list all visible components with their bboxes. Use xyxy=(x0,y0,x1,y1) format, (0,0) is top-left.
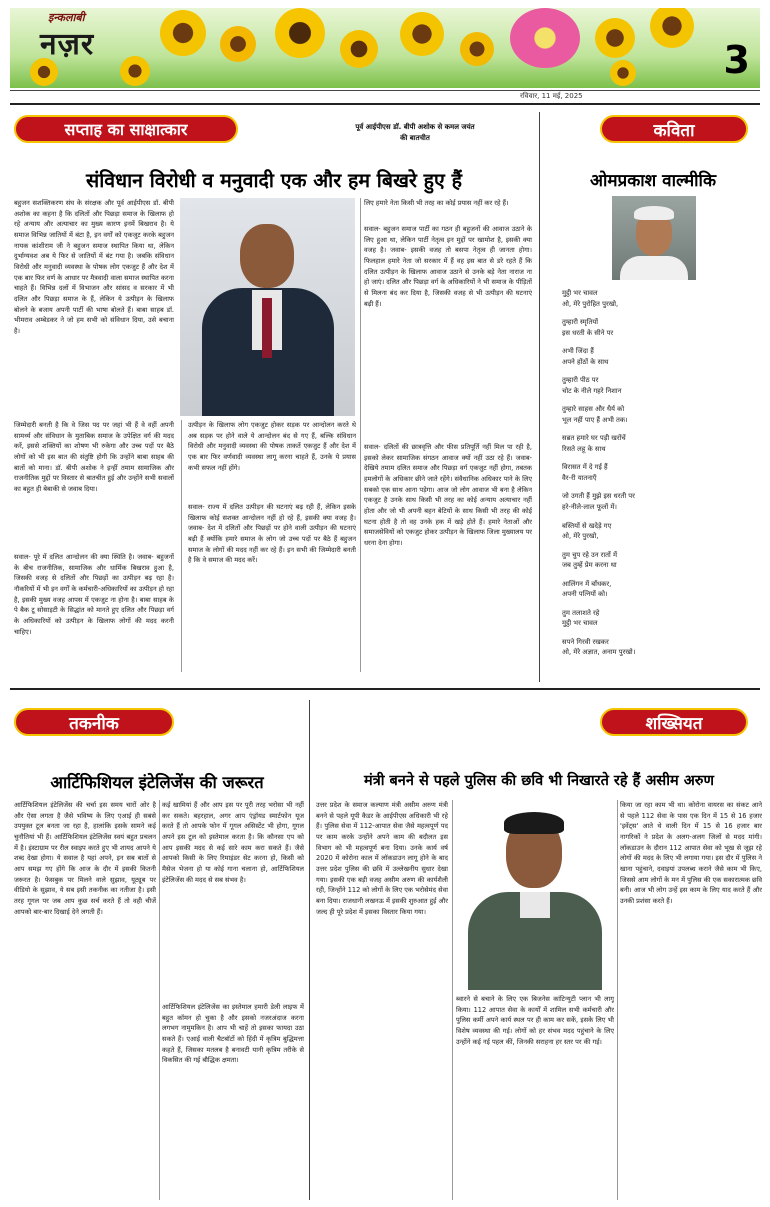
person-tie xyxy=(262,298,272,358)
column-rule xyxy=(309,700,310,1200)
flower-decoration xyxy=(650,8,694,48)
tech-col2b: आर्टिफिशियल इंटेलिजेंस का इस्तेमाल हमारी डेली लाइफ में बहुत कॉमन हो चुका है और इसको नजरअंदाज करना लगभग नामुमकिन है। आप भी चाहें तो इसका फायदा उठा सकते हैं। एआई वाली चैटबॉटों को हिंदी में कृत्रिम बुद्धिमत्ता कहते हैं, जिसका मतलब है बनावटी यानी कृत्रिम तरीके से विकसित की गई बौद्धिक क्षमता। xyxy=(162,1003,304,1065)
interview-col2: उत्पीड़न के खिलाफ लोग एकजुट होकर सड़क पर आन्दोलन करते थे अब सड़क पर होने वाले ये आन्दोलन बंद से गए हैं, बल्कि संविधान विरोधी और मनुवादी व्यवस्था की पोषक ताकतें एकजुट हैं और देश में एक बार फिर वर्णवादी व्यवस्था लागू करना चाहते हैं, उनके ये प्रयास कभी सफल नहीं होंगे। xyxy=(188,421,356,472)
interview-byline xyxy=(300,122,530,143)
person-head xyxy=(240,224,294,288)
poem-stanza: अभी जिंदा हैं अपने होंठों के साथ xyxy=(562,347,609,366)
masthead xyxy=(10,8,760,88)
flower-decoration xyxy=(275,8,325,58)
poem-stanza: तुम्हारी स्मृतियों इस धरती के सीने पर xyxy=(562,318,614,337)
profile-col1: उत्तर प्रदेश के समाज कल्याण मंत्री असीम अरुण मंत्री बनने से पहले यूपी कैडर के आईपीएस अधिकारी भी रहे हैं। पुलिस सेवा में 112-आपात सेवा जैसे महत्वपूर्ण पद पर काम करके उन्होंने अपने काम की बदौलत इस विभाग को भी महत्वपूर्ण बना दिया। उनके कार्य वर्ष 2020 में कोरोना काल में लॉकडाउन लागू होने के बाद उत्तर प्रदेश पुलिस की छवि में उल्लेखनीय सुधार देखा गया। इसकी एक बड़ी वजह असीम अरुण की कार्यशैली रही, जिन्होंने 112 को लोगों के लिए एक भरोसेमंद सेवा बना दिया। राजधानी लखनऊ में इसकी शुरुआत हुई और जल्द ही पूरे प्रदेश में इसका विस्तार किया गया। xyxy=(316,801,448,916)
poet-name: ओमप्रकाश वाल्मीकि xyxy=(589,171,717,191)
flower-decoration xyxy=(460,32,494,66)
poem-stanza: मुट्ठी भर चावल ओ, मेरे पुरोहित पुरखो, xyxy=(562,289,619,308)
interview-col3c: सवाल- दलितों की छात्रवृत्ति और फीस प्रतिपूर्ति नहीं मिल पा रही है, इसको लेकर सामाजिक संगठन आवाज क्यों नहीं उठा रहे हैं। जवाब- देखिये तमाम दलित समाज और पिछड़ा वर्ग एकजुट नहीं होगा, तबतक हमलोगों के अधिकार छीने जाते रहेंगे। संवैधानिक अधिकार पाने के लिए सबको एक साथ आना पड़ेगा। आज जो लोग आवाज भी बना है लेकिन एकजुट है उनके साथ किसी भी तरह का कोई अन्याय अत्याचार नहीं होता और जो भी अपनी बहन बेटियों के साथ किसी भी तरह की कोई घटना होती है तो वह उनके हक में खड़े होते हैं। हमारे नेताओं और समाजसेवियों को एकजुट होकर उत्पीड़न के खिलाफ जिला मुख्यालय पर धरना देना होगा। xyxy=(364,443,532,548)
poet-shoulders xyxy=(620,256,688,280)
section-label-tech: तकनीक xyxy=(14,708,174,736)
interview-col1c: सवाल- पूरे में दलित आन्दोलन की क्या स्थिति है। जवाब- बहुजनों के बीच राजनीतिक, सामाजिक और धार्मिक बिखराव हुआ है, जिसकी वजह से दलितों और पिछड़ों का उत्पीड़न बढ़ रहा है। नौकरियों में भी इन वर्गों के कर्मचारी-अधिकारियों का उत्पीड़न हो रहा है, इसकी मुख्य वजह आपस में एकजुट ना होना है। बाबा साहब के पे बैक टू सोसाइटी के सिद्धांत को मानते हुए दलित और पिछड़ा वर्ग के अधिकारियों को उत्पीड़न के खिलाफ लोगों की मदद करनी चाहिए। xyxy=(14,553,174,636)
section-label-poem: कविता xyxy=(600,115,748,143)
interview-col1: बहुजन सशक्तिकरण संघ के संरक्षक और पूर्व आईपीएस डॉ. बीपी अशोक का कहना है कि दलितों और पिछड़ा समाज के खिलाफ हो रहे अन्याय और अत्याचार का मुख्य कारण इनमें बिखराव है। ये समाज विभिन्न जातियों में बंटा है, इन वर्गों को एकजुट करके बहुजन नायक कांशीराम जी ने बहुजन समाज स्थापित किया था, लेकिन दुर्भाग्यवश अब ये फिर से जातियों में बंट गया है। जबकि संविधान विरोधी और मनुवादी व्यवस्था के पोषक लोग एकजुट हैं और देश में एक बार फिर वर्ण के आधार पर मैत्रवादी वाला समाज स्थापित करना चाहते हैं। विभिन्न दलों में विभाजन और सांसद व सरकार में भी दलित और पिछड़ा समाज के हैं, लेकिन ये उत्पीड़न के खिलाफ बोलने के बजाय अपनी पार्टी की भाषा बोलते हैं। बाबा साहब डॉ. भीमराव अम्बेडकर ने जो हम सभी को संविधान दिया, उसे बचाना है। xyxy=(14,199,174,336)
dateline-rule xyxy=(10,103,760,105)
poem-stanza: तुम तलाशते रहे मुट्ठी भर चावल xyxy=(562,608,600,628)
poem-stanza: सब्रत हमारे घर पड़ी खरोंचें रिसते लहू के साथ xyxy=(562,434,626,453)
page-number: 3 xyxy=(723,38,750,82)
interview-col1b: जिम्मेदारी बनती है कि वे जिस पद पर जहां भी हैं वे वहीं अपनी सामर्थ्य और संविधान के मुताबिक समाज के उपेक्षित वर्ग की मदद करें, इससे शक्तियों का शोषण भी रुकेगा और उच्च पदों पर बैठे लोगों को भी इस बात की संतुष्टि होगी कि उन्होंने बाबा साहब की बातों को माना। डॉ. बीपी अशोक ने इन्हीं तमाम सामाजिक और राजनीतिक मुद्दों पर विस्तार से बातचीत हुई और उन्होंने सभी सवालों का बहुत ही बेबाकी से जवाब दिया। xyxy=(14,421,174,494)
interview-photo xyxy=(180,198,355,416)
column-rule xyxy=(159,800,160,1200)
masthead-rule xyxy=(10,90,760,91)
flower-decoration xyxy=(610,60,636,86)
column-rule xyxy=(181,420,182,672)
column-rule xyxy=(617,800,618,1200)
tech-headline: आर्टिफिशियल इंटेलिजेंस की जरूरत xyxy=(50,773,264,792)
interview-headline: संविधान विरोधी व मनुवादी एक और हम बिखरे हुए हैं xyxy=(86,169,462,192)
column-rule xyxy=(452,800,453,1200)
poem-stanza: सपने गिरवी रखकर ओ, मेरे अज्ञात, अनाम पुरखो। xyxy=(562,637,636,657)
profile-col2: ब्वारने से बचाने के लिए एक बिजनेस कांटिन्युटी प्लान भी लागू किया। 112 आपात सेवा के कार्यों में शामिल सभी कर्मचारी और पुलिस कर्मी अपने कार्य स्थल पर ही काम कर सकें, इसके लिए भी विशेष व्यवस्था की गई। लोगों को हर संभव मदद पहुंचाने के लिए उन्होंने कई नई पहल कीं, जिनकी सराहना हर स्तर पर की गई। xyxy=(456,995,614,1046)
poem-stanza: तुम्हारे साहस और धैर्य को भूल नहीं पाए हैं अभी तक। xyxy=(562,405,628,424)
flower-decoration xyxy=(400,12,444,56)
column-rule xyxy=(539,112,540,682)
poem-stanza: बस्तियों से खदेड़े गए ओ, मेरे पुरखो, xyxy=(562,521,612,541)
poet-photo xyxy=(612,196,696,280)
poem-stanza: तुम चुप रहे उन रातों में जब तुम्हें प्रेम करना था xyxy=(562,550,618,570)
profile-hair xyxy=(504,812,564,834)
poet-hair xyxy=(634,206,674,220)
column-rule xyxy=(360,198,361,672)
interview-col2b: सवाल- राज्य में दलित उत्पीड़न की घटनाएं बढ़ रही हैं, लेकिन इसके खिलाफ कोई सशक्त आन्दोलन नहीं हो रहे हैं, इसकी क्या वजह है। जवाब- देश में दलितों और पिछड़ों पर होने वाली उत्पीड़न की घटनाएं बढ़ी हैं क्योंकि हमारे समाज के लोग जो उच्च पदों पर बैठे हैं बहुजन समाज के लोगों की मदद नहीं कर रहे हैं। इन सभी की जिम्मेदारी बनती है कि वे समाज की मदद करें। xyxy=(188,503,356,565)
poem-stanza: आलिंगन में बाँधकर, अपनी पत्नियों को। xyxy=(562,579,612,599)
byline-line1: पूर्व आईपीएस डॉ. बीपी अशोक से कमल जयंत xyxy=(355,123,475,131)
poem-body xyxy=(562,288,752,678)
profile-col3: किया जा रहा काम भी था। कोरोना वायरस का संकट आने से पहले 112 सेवा के पास एक दिन में 15 से 16 हजार 'इवेंट्स' आते थे वाली दिन में 15 से 16 हजार बार नागरिकों ने प्रदेश के अलग-अलग जिलों से मदद मांगी। लॉकडाउन के दौरान 112 आपात सेवा को भूख से जूझ रहे लोगों की मदद के लिए भी लगाया गया। इस दौर में पुलिस ने खाना पहुंचाने, दवाइयां उपलब्ध कराने जैसे काम भी किए, जिससे आम लोगों के मन में पुलिस की एक सकारात्मक छवि बनी। आज भी लोग उन्हें इस काम के लिए याद करते हैं और उनकी प्रशंसा करते हैं। xyxy=(620,801,762,906)
dateline: रविवार, 11 मई, 2025 xyxy=(520,92,583,100)
flower-decoration xyxy=(510,8,580,68)
poem-stanza: तुम्हारी पीठ पर चोट के नीले गहरे निशान xyxy=(562,376,622,395)
section-label-interview: सप्ताह का साक्षात्कार xyxy=(14,115,238,143)
flower-decoration xyxy=(160,10,206,56)
profile-collar xyxy=(520,892,550,918)
flower-decoration xyxy=(120,56,150,86)
brand-title: नज़र xyxy=(40,27,95,62)
poem-stanza: जो उगती हैं मुझे इस धरती पर हरे-नीले-लाल फूलों में। xyxy=(562,492,635,511)
interview-col3a: लिए हमारे नेता किसी भी तरह का कोई प्रयास नहीं कर रहे हैं। xyxy=(364,199,509,207)
poem-stanza: विरासत में दे गई हैं वैर-री यातनाएँ xyxy=(562,463,608,482)
profile-photo xyxy=(456,800,614,990)
brand-top: इन्कलाबी xyxy=(48,11,85,24)
byline-line2: की बातचीत xyxy=(400,133,430,142)
flower-decoration xyxy=(220,26,256,62)
interview-col3b: सवाल- बहुजन समाज पार्टी का गठन ही बहुजनों की आवाज उठाने के लिए हुआ था, लेकिन पार्टी नेतृत्व इन मुद्दों पर खामोश है, इसकी क्या वजह है। जवाब- इसकी वजह तो बसपा नेतृत्व ही जानता होगा। फिलहाल हमारे नेता जो सरकार में हैं वह इस बात से डरे रहते हैं कि दलित उत्पीड़न के खिलाफ आवाज उठाने से उनके बड़े नेता नाराज ना हो जाएं। दलित और पिछड़ा वर्ग के अधिकारियों ने भी समाज के पीड़ितों से मिलना बंद कर दिया है, जिसकी वजह से भी उत्पीड़न की घटनाएं बढ़ी हैं। xyxy=(364,225,532,308)
section-divider xyxy=(10,688,760,690)
tech-col1: आर्टिफिशियल इंटेलिजेंस की चर्चा इस समय चारों ओर है और ऐसा लगता है जैसे भविष्य के लिए एआई ही सबसे उपयुक्त टूल बनता जा रहा है, हालांकि इसके सामने कई चुनौतियां भी हैं। आर्टिफिशियल इंटेलिजेंस स्वयं बहुत प्रचलन में है। इंस्टाग्राम पर रील स्वाइप करते हुए भी शायद आपने ये शब्द देखा होगा। ये सवाल है यहां अपने, इन सब बातों से आप समझ गए होंगे कि आज के दौर में इसकी कितनी जरूरत है। फेसबुक पर मिलने वाले सुझाव, यूट्यूब पर वीडियो के सुझाव, ये सब इसी तकनीक का नतीजा है। इसी तरह गूगल पर जब आप कुछ सर्च करते हैं तो वही चीजें आपको बार-बार दिखाई देने लगती हैं। xyxy=(14,801,156,916)
flower-decoration xyxy=(340,30,378,68)
tech-col2: कई खामियां हैं और आप इस पर पूरी तरह भरोसा भी नहीं कर सकते। बहरहाल, अगर आप एंड्रॉयड स्मार्टफोन यूज करते हैं तो आपके फोन में गूगल असिस्टेंट भी होगा, गूगल अपने इस टूल को इस्तेमाल करता है। कि कौनसा एप को आप इसकी मदद से कई सारे काम करा सकते हैं। जैसे आपको किसी के लिए रिमाइंडर सेट करना हो, किसी को मैसेज भेजना हो या कोई गाना चलाना हो, आर्टिफिशियल इंटेलिजेंस की मदद से सब संभव है। xyxy=(162,801,304,884)
profile-headline: मंत्री बनने से पहले पुलिस की छवि भी निखारते रहे हैं असीम अरुण xyxy=(364,773,714,789)
section-label-profile: शख्सियत xyxy=(600,708,748,736)
flower-decoration xyxy=(595,18,635,58)
